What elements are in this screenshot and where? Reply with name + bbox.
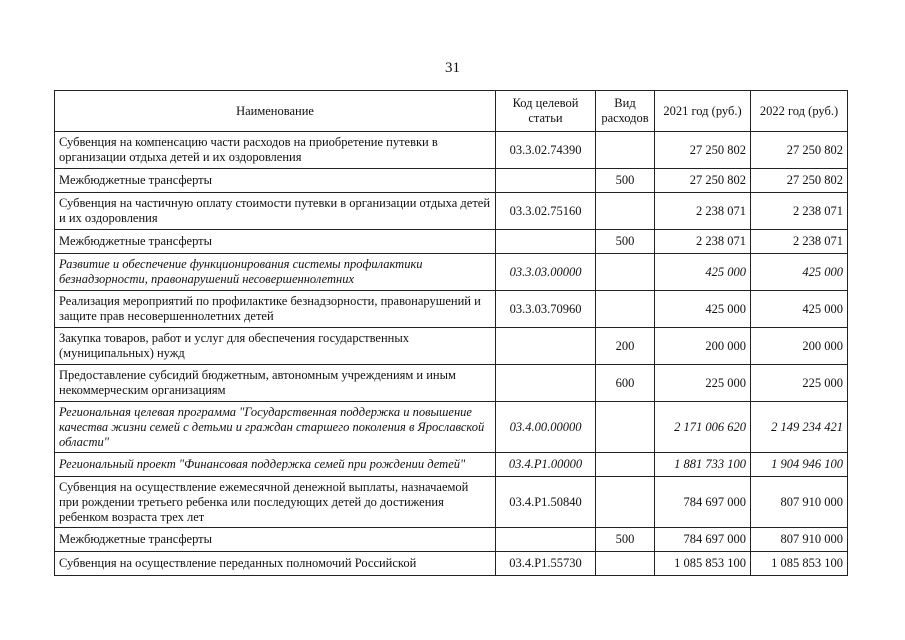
table-row	[55, 328, 848, 365]
row-name-cell: Развитие и обеспечение функционирования системы профилактики безнадзорности, правонарушений несовершеннолетних	[55, 254, 496, 291]
row-2022-cell: 2 238 071	[751, 193, 848, 230]
header-code: Код целевой статьи	[496, 91, 596, 132]
header-row	[55, 91, 848, 132]
row-code-cell	[496, 528, 596, 552]
row-2021-cell: 2 238 071	[655, 230, 751, 254]
row-2021-cell: 1 881 733 100	[655, 453, 751, 477]
budget-table	[54, 90, 848, 576]
row-2022-cell: 225 000	[751, 365, 848, 402]
row-2021-cell: 2 171 006 620	[655, 402, 751, 453]
row-2021-cell: 200 000	[655, 328, 751, 365]
table-row	[55, 193, 848, 230]
header-name: Наименование	[55, 91, 496, 132]
row-type-cell: 600	[596, 365, 655, 402]
table-row	[55, 477, 848, 528]
table-row	[55, 132, 848, 169]
table-row	[55, 254, 848, 291]
row-type-cell	[596, 477, 655, 528]
row-code-cell	[496, 230, 596, 254]
page-number: 31	[445, 60, 460, 76]
row-code-cell	[496, 169, 596, 193]
row-code-cell: 03.3.02.75160	[496, 193, 596, 230]
row-2021-cell: 1 085 853 100	[655, 552, 751, 576]
table-row	[55, 291, 848, 328]
table-row	[55, 552, 848, 576]
row-name-cell: Субвенция на компенсацию части расходов на приобретение путевки в организации отдыха детей и их оздоровления	[55, 132, 496, 169]
row-type-cell	[596, 552, 655, 576]
row-name-cell: Межбюджетные трансферты	[55, 528, 496, 552]
row-2021-cell: 784 697 000	[655, 477, 751, 528]
row-type-cell	[596, 193, 655, 230]
row-code-cell: 03.3.03.00000	[496, 254, 596, 291]
row-code-cell: 03.3.03.70960	[496, 291, 596, 328]
row-name-cell: Межбюджетные трансферты	[55, 169, 496, 193]
row-2021-cell: 784 697 000	[655, 528, 751, 552]
row-type-cell	[596, 132, 655, 169]
table-row	[55, 453, 848, 477]
table-row	[55, 169, 848, 193]
row-2021-cell: 27 250 802	[655, 132, 751, 169]
row-code-cell: 03.3.02.74390	[496, 132, 596, 169]
row-code-cell	[496, 365, 596, 402]
row-type-cell: 500	[596, 528, 655, 552]
row-2022-cell: 2 238 071	[751, 230, 848, 254]
table-body	[55, 132, 848, 576]
table-row	[55, 365, 848, 402]
header-2021: 2021 год (руб.)	[655, 91, 751, 132]
row-2021-cell: 425 000	[655, 291, 751, 328]
row-2021-cell: 2 238 071	[655, 193, 751, 230]
row-name-cell: Закупка товаров, работ и услуг для обеспечения государственных (муниципальных) нужд	[55, 328, 496, 365]
row-2022-cell: 1 904 946 100	[751, 453, 848, 477]
row-type-cell	[596, 402, 655, 453]
header-2022: 2022 год (руб.)	[751, 91, 848, 132]
row-type-cell	[596, 453, 655, 477]
row-name-cell: Субвенция на осуществление переданных полномочий Российской	[55, 552, 496, 576]
row-2021-cell: 225 000	[655, 365, 751, 402]
row-code-cell: 03.4.P1.55730	[496, 552, 596, 576]
row-type-cell	[596, 291, 655, 328]
row-name-cell: Субвенция на частичную оплату стоимости путевки в организации отдыха детей и их оздоровления	[55, 193, 496, 230]
row-name-cell: Межбюджетные трансферты	[55, 230, 496, 254]
row-2022-cell: 2 149 234 421	[751, 402, 848, 453]
row-2022-cell: 27 250 802	[751, 132, 848, 169]
row-2022-cell: 425 000	[751, 254, 848, 291]
row-code-cell: 03.4.P1.00000	[496, 453, 596, 477]
row-2022-cell: 27 250 802	[751, 169, 848, 193]
row-type-cell: 500	[596, 230, 655, 254]
row-name-cell: Региональная целевая программа "Государственная поддержка и повышение качества жизни семей с детьми и граждан старшего поколения в Ярославской области"	[55, 402, 496, 453]
row-code-cell: 03.4.00.00000	[496, 402, 596, 453]
row-code-cell: 03.4.P1.50840	[496, 477, 596, 528]
row-2021-cell: 27 250 802	[655, 169, 751, 193]
table-row	[55, 402, 848, 453]
row-name-cell: Региональный проект "Финансовая поддержка семей при рождении детей"	[55, 453, 496, 477]
row-type-cell	[596, 254, 655, 291]
row-code-cell	[496, 328, 596, 365]
row-type-cell: 500	[596, 169, 655, 193]
row-2022-cell: 425 000	[751, 291, 848, 328]
table-row	[55, 230, 848, 254]
row-2022-cell: 807 910 000	[751, 477, 848, 528]
row-2021-cell: 425 000	[655, 254, 751, 291]
row-name-cell: Реализация мероприятий по профилактике безнадзорности, правонарушений и защите прав несовершеннолетних детей	[55, 291, 496, 328]
table-row	[55, 528, 848, 552]
header-type: Вид расходов	[596, 91, 655, 132]
row-name-cell: Субвенция на осуществление ежемесячной денежной выплаты, назначаемой при рождении третьего ребенка или последующих детей до достижения ребенком возраста трех лет	[55, 477, 496, 528]
row-2022-cell: 807 910 000	[751, 528, 848, 552]
row-name-cell: Предоставление субсидий бюджетным, автономным учреждениям и иным некоммерческим организациям	[55, 365, 496, 402]
row-2022-cell: 1 085 853 100	[751, 552, 848, 576]
row-2022-cell: 200 000	[751, 328, 848, 365]
row-type-cell: 200	[596, 328, 655, 365]
